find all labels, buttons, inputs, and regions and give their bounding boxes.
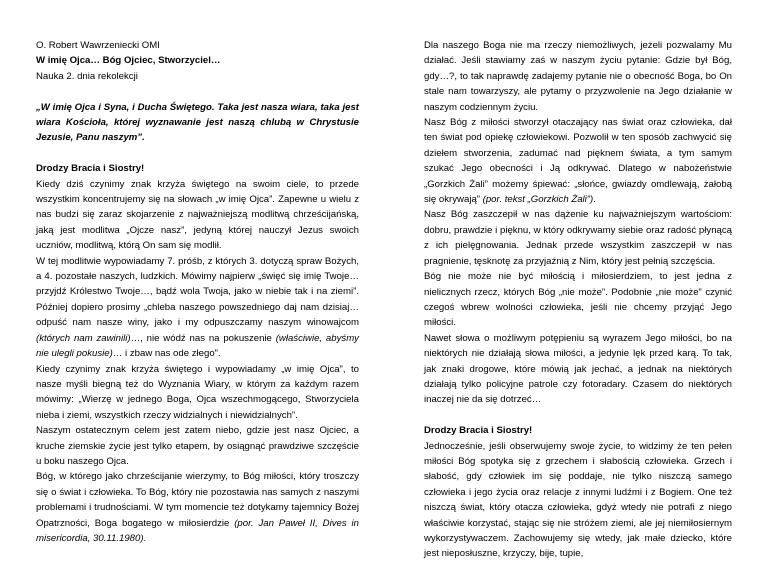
motto-paragraph: „W imię Ojca i Syna, i Ducha Świętego. Taka jest nasza wiara, taka jest wiara Kościoła, której wyznawanie jest naszą chlubą w Chrystusie Jezusie, Panu naszym”. xyxy=(36,101,359,144)
paragraph xyxy=(36,254,359,362)
italic-run: (których nam zawinili) xyxy=(36,332,131,344)
paragraph: Nasz Bóg zaszczepił w nas dążenie ku najważniejszym wartościom: dobru, prawdzie i pięknu, w który odkrywamy siebie oraz radość płynącą z ich pielęgnowania. Jednak przede wszystkim zaszczepił w nas pragnienie, tęsknotę za przyjaźnią z Nim, który jest pełnią szczęścia. xyxy=(424,209,732,267)
paragraph: Jednocześnie, jeśli obserwujemy swoje życie, to widzimy że ten pełen miłości Bóg spotyka się z grzechem i słabością człowieka. Grzech i słabość, gdy człowiek im się poddaje, nie tylko niszczą samego człowieka i jego życia oraz relacje z innymi ludźmi i z Bogiem. One też niszczą świat, który otacza człowieka, gdyż wtedy nie potrafi z niego właściwie korzystać, stając się nie stróżem ziemi, ale jej niemiłosiernym wykorzystywaczem. Zachowujemy się wtedy, jak małe dziecko, które jest nieposłuszne, krzyczy, bije, tupie, xyxy=(424,440,732,560)
spacer xyxy=(36,84,359,99)
paragraph xyxy=(424,115,732,207)
paragraph: Nawet słowa o możliwym potępieniu są wyrazem Jego miłości, bo na niektórych nie działają słowa miłości, a jedynie lęk przed karą. To tak, jak znaki drogowe, które mówią jak jechać, a jednak na niektórych działają tylko policyjne patrole czy fotoradary. Czasem do niektórych inaczej nie da się dotrzeć… xyxy=(424,332,732,406)
document-subtitle: Nauka 2. dnia rekolekcji xyxy=(36,70,138,82)
paragraph: Kiedy dziś czynimy znak krzyża świętego na swoim ciele, to przede wszystkim koncentrujemy się na słowach „w imię Ojca”. Zapewne u wielu z nas budzi się zaraz skojarzenie z najważniejszą modlitwą chrześcijańską, jaką jest modlitwa „Ojcze nasz”, jedyną której nauczył Jezus swoich uczniów, modlitwą, którą On sam się modlił. xyxy=(36,178,359,252)
spacer xyxy=(424,408,732,423)
paragraph: Dla naszego Boga nie ma rzeczy niemożliwych, jeżeli pozwalamy Mu działać. Jeśli stawiamy zaś w naszym życiu pytanie: Gdzie był Bóg, gdy…?, to tak naprawdę zadajemy pytanie nie o obecność Boga, bo On stale nam towarzyszy, ale pytamy o przyzwolenie na Jego działanie w naszym codziennym życiu. xyxy=(424,40,732,113)
greeting-heading: Drodzy Bracia i Siostry! xyxy=(424,425,533,437)
left-column xyxy=(36,38,359,546)
right-column xyxy=(424,38,732,562)
text-run: … i zbaw nas ode złego”. xyxy=(112,348,221,360)
text-run: . xyxy=(593,194,596,206)
citation: (por. tekst „Gorzkich Żali”) xyxy=(482,194,594,206)
spacer xyxy=(36,146,359,161)
italic-run: (właściwie, abyśmy nie ulegli pokusie) xyxy=(36,332,359,360)
text-run: W tej modlitwie wypowiadamy 7. próśb, z których 3. dotyczą spraw Bożych, a 4. pozostałe naszych, ludzkich. Mówimy najpierw „święć się imię Twoje… przyjdź Królestwo Twoje…, bądź wola Twoja, jako w niebie tak i na ziemi”. Później dopiero prosimy „chleba naszego powszedniego daj nam dzisiaj… odpuść nam nasze winy, jako i my odpuszczamy naszym winowajcom xyxy=(36,255,359,329)
paragraph xyxy=(36,469,359,546)
citation: (por. Jan Paweł II, Dives in misericordia, 30.11.1980) xyxy=(36,517,359,544)
text-run: …, nie wódź nas na pokuszenie xyxy=(130,332,276,344)
document-title: W imię Ojca… Bóg Ojciec, Stworzyciel… xyxy=(36,55,221,67)
paragraph: Kiedy czynimy znak krzyża świętego i wypowiadamy „w imię Ojca”, to nasze myśli biegną też do Wyznania Wiary, w którym za każdym razem mówimy: „Wierzę w jednego Boga, Ojca wszechmogącego, Stworzyciela nieba i ziemi, wszystkich rzeczy widzialnych i niewidzialnych”. xyxy=(36,363,359,421)
author-line: O. Robert Wawrzeniecki OMI xyxy=(36,40,160,51)
text-run: Bóg, w którego jako chrześcijanie wierzymy, to Bóg miłości, który troszczy się o świat i człowieka. To Bóg, który nie pozostawia nas samych z naszymi problemami i trudnościami. W tym momencie też dotykamy tajemnicy Bożej Opatrzności, Boga bogatego w miłosierdzie xyxy=(36,471,359,529)
paragraph: Naszym ostatecznym celem jest zatem niebo, gdzie jest nasz Ojciec, a kruche ziemskie życie jest tylko etapem, by osiągnąć prawdziwe szczęście u boku naszego Ojca. xyxy=(36,425,359,467)
text-run: . xyxy=(143,532,147,544)
text-run: Nasz Bóg z miłości stworzył otaczający nas świat oraz człowieka, dał ten świat pod opiekę człowiekowi. Pozwolił w ten sposób zachwycić się dziełem stworzenia, zadumać nad pięknem świata, a tym samym szukać Jego obecności i Ją odkrywać. Dlatego w nabożeństwie „Gorzkich Żali” możemy śpiewać: „słońce, gwiazdy omdlewają, żałobą się okrywają” xyxy=(424,117,732,206)
greeting-heading: Drodzy Bracia i Siostry! xyxy=(36,163,145,175)
paragraph: Bóg nie może nie być miłością i miłosierdziem, to jest jedna z nielicznych rzecz, których Bóg „nie może”. Podobnie „nie może” czynić czegoś wbrew wolności człowieka, jeśli nie chcemy przyjąć Jego miłości. xyxy=(424,271,732,329)
